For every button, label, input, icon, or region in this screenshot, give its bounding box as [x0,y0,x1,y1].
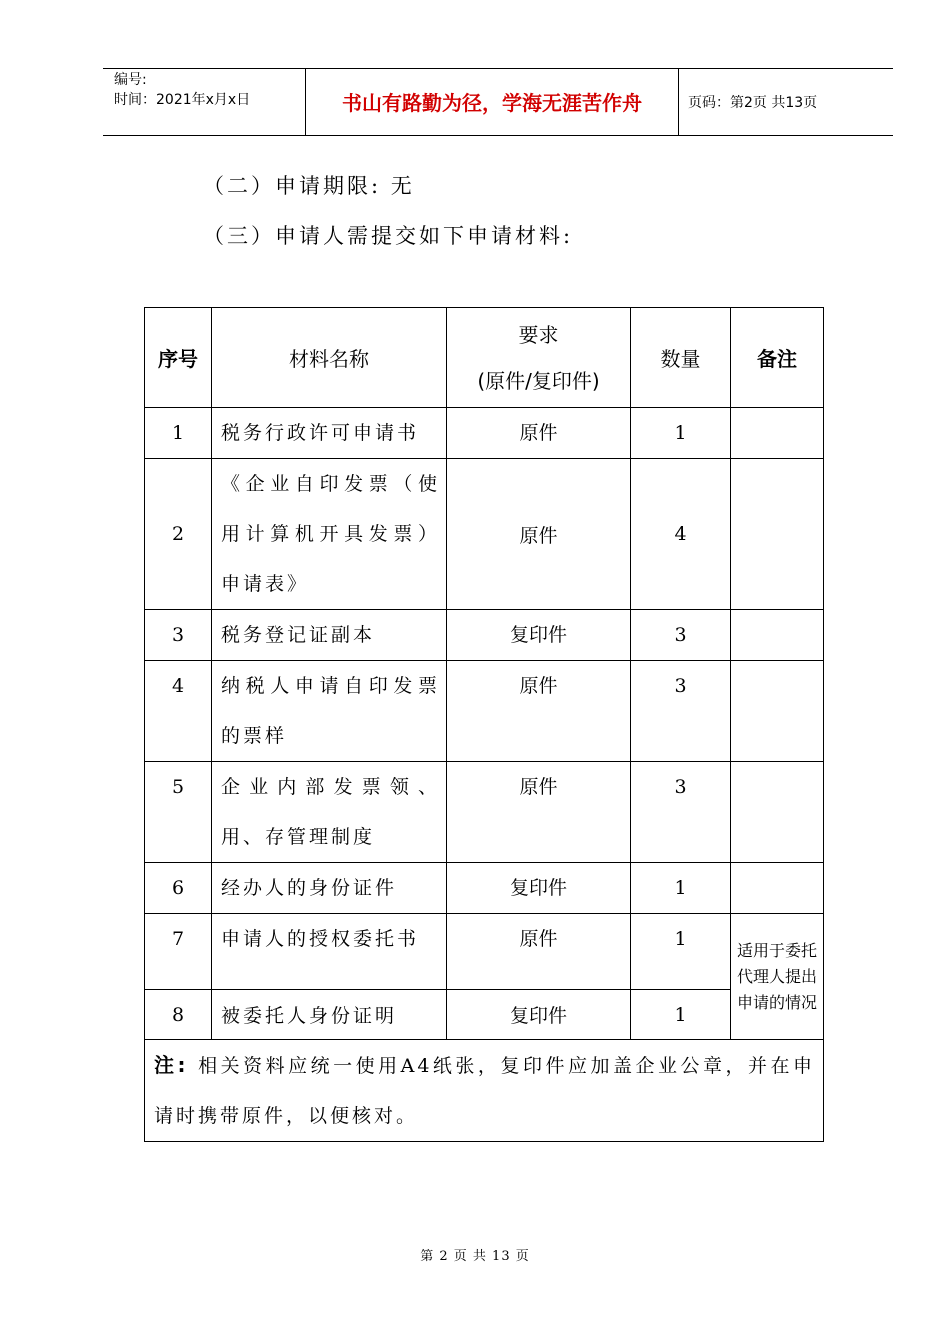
header-info [114,70,250,110]
cell-req: 原件 [447,914,631,990]
cell-qty: 1 [631,914,731,990]
cell-req: 原件 [447,661,631,762]
cell-req: 原件 [447,459,631,610]
table-row [145,459,824,610]
cell-name: 税务登记证副本 [212,610,447,661]
header-req-line2: (原件/复印件) [477,368,600,393]
header-motto: 书山有路勤为径，学海无涯苦作舟 [342,91,642,115]
cell-seq: 4 [145,661,212,762]
table-row [145,762,824,863]
header-qty: 数量 [631,308,731,408]
table-row [145,408,824,459]
cell-seq: 3 [145,610,212,661]
cell-qty: 1 [631,863,731,914]
cell-seq: 1 [145,408,212,459]
cell-remark-proxy: 适用于委托代理人提出申请的情况 [731,914,824,1040]
table-note-row [145,1040,824,1142]
cell-name: 《企业自印发票（使用计算机开具发票）申请表》 [212,459,447,610]
cell-seq: 2 [145,459,212,610]
cell-name: 纳税人申请自印发票的票样 [212,661,447,762]
cell-remark [731,610,824,661]
header-req-line1: 要求 [518,322,559,347]
cell-name: 经办人的身份证件 [212,863,447,914]
cell-name: 申请人的授权委托书 [212,914,447,990]
cell-seq: 5 [145,762,212,863]
cell-qty: 4 [631,459,731,610]
cell-qty: 3 [631,762,731,863]
cell-remark [731,762,824,863]
header-page: 页码：第2页 共13页 [688,95,818,111]
header-name: 材料名称 [212,308,447,408]
cell-name: 被委托人身份证明 [212,990,447,1040]
cell-remark [731,408,824,459]
header-bottom-rule [103,135,893,136]
note-text: 相关资料应统一使用A4纸张，复印件应加盖企业公章，并在申请时携带原件，以便核对。 [154,1055,816,1127]
cell-seq: 6 [145,863,212,914]
header-req [447,308,631,408]
cell-seq: 8 [145,990,212,1040]
header-seq: 序号 [145,308,212,408]
cell-seq: 7 [145,914,212,990]
materials-table [144,307,824,1142]
note-label: 注: [154,1053,189,1077]
table-header-row [145,308,824,408]
table-row [145,863,824,914]
cell-qty: 1 [631,408,731,459]
table-row [145,661,824,762]
header-time: 时间：2021年x月x日 [114,92,251,108]
cell-req: 原件 [447,408,631,459]
header-number: 编号: [114,72,147,88]
header-remark: 备注 [731,308,824,408]
cell-req: 复印件 [447,990,631,1040]
note-cell [145,1040,824,1142]
header-divider [678,68,679,135]
cell-qty: 3 [631,610,731,661]
table-row [145,990,824,1040]
cell-req: 复印件 [447,863,631,914]
table-row [145,914,824,990]
cell-qty: 1 [631,990,731,1040]
cell-remark [731,863,824,914]
cell-name: 税务行政许可申请书 [212,408,447,459]
section-materials: （三）申请人需提交如下申请材料: [203,224,574,248]
cell-req: 复印件 [447,610,631,661]
cell-qty: 3 [631,661,731,762]
section-deadline: （二）申请期限: 无 [203,174,415,198]
cell-name: 企业内部发票领、用、存管理制度 [212,762,447,863]
cell-remark [731,661,824,762]
table-row [145,610,824,661]
cell-remark [731,459,824,610]
page-footer: 第 2 页 共 13 页 [420,1249,530,1264]
cell-req: 原件 [447,762,631,863]
